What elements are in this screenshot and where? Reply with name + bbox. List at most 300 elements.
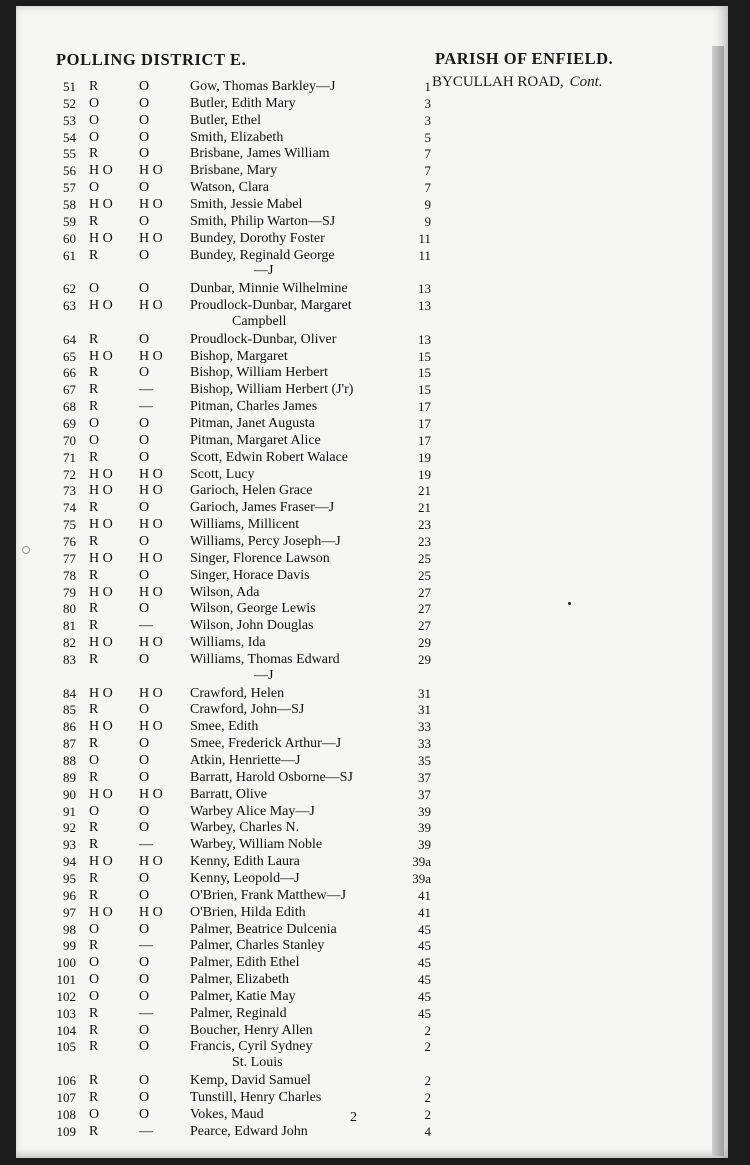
qualification-2: O bbox=[139, 365, 150, 381]
qualification-2: O bbox=[139, 972, 150, 988]
house-number: 23 bbox=[418, 533, 431, 549]
elector-name: Proudlock-Dunbar, Oliver bbox=[190, 331, 337, 347]
elector-number: 77 bbox=[63, 550, 76, 566]
elector-name: Smee, Edith bbox=[190, 719, 259, 735]
house-number: 27 bbox=[418, 618, 431, 634]
elector-name: Warbey Alice May—J bbox=[190, 803, 315, 819]
print-speck bbox=[22, 546, 30, 554]
elector-number: 79 bbox=[63, 584, 76, 600]
elector-name: Kenny, Edith Laura bbox=[190, 854, 300, 870]
qualification-2: H O bbox=[139, 584, 163, 600]
qualification-2: O bbox=[139, 702, 150, 718]
qualification-2: O bbox=[139, 651, 150, 667]
house-number: 33 bbox=[418, 719, 431, 735]
house-number: 41 bbox=[418, 904, 431, 920]
elector-number: 81 bbox=[63, 618, 76, 634]
house-number: 2 bbox=[424, 1090, 431, 1105]
qualification-2: O bbox=[139, 247, 150, 263]
qualification-1: R bbox=[89, 213, 99, 229]
elector-name: Crawford, Helen bbox=[190, 685, 285, 701]
qualification-1: R bbox=[89, 1005, 99, 1021]
qualification-1: O bbox=[89, 921, 100, 937]
house-number: 29 bbox=[418, 651, 431, 667]
elector-name: Williams, Millicent bbox=[190, 517, 300, 533]
house-number: 13 bbox=[418, 281, 431, 297]
qualification-1: R bbox=[89, 702, 99, 718]
elector-number: 87 bbox=[63, 736, 76, 752]
elector-name: Smith, Jessie Mabel bbox=[190, 196, 303, 212]
elector-name: Bundey, Reginald George bbox=[190, 247, 335, 263]
qualification-2: H O bbox=[139, 635, 163, 651]
elector-number: 100 bbox=[56, 955, 76, 971]
elector-number: 61 bbox=[63, 247, 76, 263]
house-number: 15 bbox=[418, 365, 431, 381]
qualification-2: — bbox=[139, 837, 153, 853]
elector-name: Vokes, Maud bbox=[190, 1106, 264, 1122]
qualification-1: H O bbox=[89, 635, 113, 651]
house-number: 15 bbox=[418, 382, 431, 398]
qualification-1: O bbox=[89, 1106, 100, 1122]
elector-number: 86 bbox=[63, 719, 76, 735]
elector-name: Smee, Frederick Arthur—J bbox=[190, 736, 342, 752]
qualification-2: O bbox=[139, 180, 150, 196]
name-continuation: —J bbox=[254, 263, 274, 279]
qualification-1: R bbox=[89, 382, 99, 398]
qualification-2: O bbox=[139, 449, 150, 465]
qualification-1: R bbox=[89, 651, 99, 667]
qualification-1: O bbox=[89, 129, 100, 145]
elector-number: 96 bbox=[63, 887, 76, 903]
elector-name: Wilson, Ada bbox=[190, 584, 260, 600]
elector-name: Barratt, Olive bbox=[190, 786, 267, 802]
qualification-2: O bbox=[139, 281, 150, 297]
elector-number: 67 bbox=[63, 382, 76, 398]
house-number: 45 bbox=[418, 1005, 431, 1021]
qualification-1: R bbox=[89, 247, 99, 263]
elector-number: 99 bbox=[63, 938, 76, 954]
house-number: 13 bbox=[418, 331, 431, 347]
elector-number: 56 bbox=[63, 163, 76, 179]
house-number: 4 bbox=[424, 1123, 431, 1139]
qualification-2: — bbox=[139, 938, 153, 954]
elector-number: 97 bbox=[63, 904, 76, 920]
qualification-1: O bbox=[89, 281, 100, 297]
elector-name: Warbey, William Noble bbox=[190, 837, 323, 853]
elector-number: 52 bbox=[63, 95, 76, 111]
qualification-2: O bbox=[139, 416, 150, 431]
page-number: 2 bbox=[350, 1110, 357, 1125]
qualification-2: O bbox=[139, 213, 150, 229]
qualification-2: O bbox=[139, 887, 150, 903]
qualification-2: O bbox=[139, 955, 150, 971]
qualification-1: R bbox=[89, 837, 99, 853]
qualification-2: O bbox=[139, 331, 150, 347]
street-name: BYCULLAH ROAD, bbox=[432, 74, 564, 90]
qualification-1: R bbox=[89, 820, 99, 836]
house-number: 37 bbox=[418, 769, 431, 785]
elector-number: 58 bbox=[63, 196, 76, 212]
qualification-1: R bbox=[89, 449, 99, 465]
elector-number: 88 bbox=[63, 753, 76, 768]
elector-number: 66 bbox=[63, 365, 76, 381]
elector-name: Kemp, David Samuel bbox=[190, 1073, 311, 1089]
qualification-2: O bbox=[139, 1039, 150, 1055]
elector-name: Butler, Edith Mary bbox=[190, 95, 296, 111]
elector-name: Palmer, Edith Ethel bbox=[190, 955, 300, 971]
elector-number: 83 bbox=[63, 651, 76, 667]
qualification-2: O bbox=[139, 601, 150, 617]
elector-number: 60 bbox=[63, 230, 76, 246]
qualification-1: R bbox=[89, 887, 99, 903]
qualification-2: H O bbox=[139, 904, 163, 920]
qualification-2: O bbox=[139, 95, 150, 111]
qualification-2: O bbox=[139, 79, 150, 94]
elector-name: Bishop, William Herbert bbox=[190, 365, 328, 381]
house-number: 3 bbox=[424, 95, 431, 111]
house-number: 7 bbox=[424, 146, 431, 162]
qualification-1: R bbox=[89, 331, 99, 347]
elector-name: Pitman, Margaret Alice bbox=[190, 432, 321, 448]
elector-name: Brisbane, Mary bbox=[190, 163, 278, 179]
elector-name: Palmer, Elizabeth bbox=[190, 972, 289, 988]
elector-name: Williams, Ida bbox=[190, 635, 266, 651]
qualification-2: O bbox=[139, 146, 150, 162]
qualification-1: H O bbox=[89, 348, 113, 364]
elector-number: 90 bbox=[63, 786, 76, 802]
elector-number: 82 bbox=[63, 635, 76, 651]
elector-name: Proudlock-Dunbar, Margaret bbox=[190, 298, 352, 314]
qualification-1: R bbox=[89, 1073, 99, 1089]
qualification-2: O bbox=[139, 432, 150, 448]
house-number: 11 bbox=[418, 230, 431, 246]
house-number: 9 bbox=[424, 213, 431, 229]
elector-number: 98 bbox=[63, 921, 76, 937]
elector-name: O'Brien, Frank Matthew—J bbox=[190, 887, 347, 903]
qualification-1: R bbox=[89, 146, 99, 162]
qualification-2: H O bbox=[139, 230, 163, 246]
house-number: 29 bbox=[418, 635, 431, 651]
elector-number: 76 bbox=[63, 533, 76, 549]
house-number: 3 bbox=[424, 112, 431, 128]
elector-name: Pearce, Edward John bbox=[190, 1123, 308, 1139]
qualification-1: H O bbox=[89, 466, 113, 482]
house-number: 19 bbox=[418, 449, 431, 465]
house-number: 45 bbox=[418, 972, 431, 988]
qualification-2: O bbox=[139, 921, 150, 937]
qualification-2: H O bbox=[139, 517, 163, 533]
qualification-2: H O bbox=[139, 854, 163, 870]
elector-number: 109 bbox=[56, 1123, 76, 1139]
house-number: 27 bbox=[418, 584, 431, 600]
elector-name: Williams, Percy Joseph—J bbox=[190, 533, 341, 549]
elector-name: Pitman, Charles James bbox=[190, 399, 318, 415]
house-number: 25 bbox=[418, 567, 431, 583]
elector-name: Smith, Philip Warton—SJ bbox=[190, 213, 336, 229]
elector-number: 102 bbox=[56, 988, 76, 1004]
qualification-2: H O bbox=[139, 685, 163, 701]
qualification-1: O bbox=[89, 112, 100, 128]
house-number: 39a bbox=[412, 854, 431, 870]
house-number: 45 bbox=[418, 988, 431, 1004]
elector-number: 53 bbox=[63, 112, 76, 128]
qualification-1: R bbox=[89, 601, 99, 617]
qualification-1: O bbox=[89, 753, 100, 768]
qualification-1: H O bbox=[89, 163, 113, 179]
qualification-1: O bbox=[89, 416, 100, 431]
qualification-2: O bbox=[139, 1106, 150, 1122]
house-number: 2 bbox=[424, 1106, 431, 1122]
house-number: 17 bbox=[418, 399, 431, 415]
house-number: 15 bbox=[418, 348, 431, 364]
elector-number: 95 bbox=[63, 870, 76, 886]
elector-name: Gow, Thomas Barkley—J bbox=[190, 79, 336, 94]
qualification-1: H O bbox=[89, 483, 113, 499]
qualification-2: H O bbox=[139, 348, 163, 364]
elector-number: 94 bbox=[63, 854, 76, 870]
elector-name: Palmer, Charles Stanley bbox=[190, 938, 325, 954]
elector-name: Francis, Cyril Sydney bbox=[190, 1039, 313, 1055]
elector-name: Dunbar, Minnie Wilhelmine bbox=[190, 281, 348, 297]
elector-number: 108 bbox=[56, 1106, 76, 1122]
qualification-1: O bbox=[89, 972, 100, 988]
qualification-1: R bbox=[89, 1039, 99, 1055]
elector-name: Palmer, Katie May bbox=[190, 988, 296, 1004]
house-number: 7 bbox=[424, 180, 431, 196]
house-number: 45 bbox=[418, 938, 431, 954]
elector-number: 104 bbox=[56, 1022, 76, 1038]
qualification-1: R bbox=[89, 618, 99, 634]
qualification-1: R bbox=[89, 500, 99, 516]
qualification-2: H O bbox=[139, 719, 163, 735]
qualification-2: — bbox=[139, 382, 153, 398]
elector-name: Tunstill, Henry Charles bbox=[190, 1090, 322, 1105]
elector-number: 84 bbox=[63, 685, 76, 701]
elector-name: Scott, Edwin Robert Walace bbox=[190, 449, 349, 465]
elector-name: Wilson, George Lewis bbox=[190, 601, 316, 617]
house-number: 2 bbox=[424, 1073, 431, 1089]
elector-name: Pitman, Janet Augusta bbox=[190, 416, 315, 431]
qualification-1: H O bbox=[89, 298, 113, 314]
elector-number: 73 bbox=[63, 483, 76, 499]
qualification-1: H O bbox=[89, 550, 113, 566]
qualification-2: O bbox=[139, 129, 150, 145]
qualification-2: O bbox=[139, 1073, 150, 1089]
qualification-1: R bbox=[89, 1022, 99, 1038]
qualification-2: O bbox=[139, 769, 150, 785]
continued-label: Cont. bbox=[569, 74, 603, 90]
elector-number: 91 bbox=[63, 803, 76, 819]
house-number: 13 bbox=[418, 298, 431, 314]
elector-name: Singer, Florence Lawson bbox=[190, 550, 330, 566]
elector-name: Wilson, John Douglas bbox=[190, 618, 314, 634]
elector-name: Bishop, Margaret bbox=[190, 348, 288, 364]
qualification-1: O bbox=[89, 803, 100, 819]
elector-name: Smith, Elizabeth bbox=[190, 129, 284, 145]
elector-number: 74 bbox=[63, 500, 76, 516]
house-number: 39 bbox=[418, 837, 431, 853]
qualification-2: H O bbox=[139, 163, 163, 179]
qualification-1: R bbox=[89, 736, 99, 752]
house-number: 11 bbox=[418, 247, 431, 263]
elector-name: Palmer, Beatrice Dulcenia bbox=[190, 921, 337, 937]
elector-number: 101 bbox=[56, 972, 76, 988]
elector-number: 106 bbox=[56, 1073, 76, 1089]
elector-number: 51 bbox=[63, 79, 76, 94]
qualification-2: H O bbox=[139, 298, 163, 314]
house-number: 39a bbox=[412, 870, 431, 886]
qualification-2: H O bbox=[139, 196, 163, 212]
parish-heading: PARISH OF ENFIELD. bbox=[435, 49, 614, 68]
elector-name: Warbey, Charles N. bbox=[190, 820, 300, 836]
qualification-2: H O bbox=[139, 786, 163, 802]
house-number: 25 bbox=[418, 550, 431, 566]
qualification-1: O bbox=[89, 95, 100, 111]
elector-number: 65 bbox=[63, 348, 76, 364]
elector-number: 63 bbox=[63, 298, 76, 314]
house-number: 19 bbox=[418, 466, 431, 482]
house-number: 2 bbox=[424, 1039, 431, 1055]
qualification-1: R bbox=[89, 1090, 99, 1105]
qualification-1: R bbox=[89, 1123, 99, 1139]
qualification-1: H O bbox=[89, 904, 113, 920]
elector-name: Garioch, James Fraser—J bbox=[190, 500, 335, 516]
qualification-1: H O bbox=[89, 196, 113, 212]
house-number: 37 bbox=[418, 786, 431, 802]
qualification-2: O bbox=[139, 820, 150, 836]
elector-name: Boucher, Henry Allen bbox=[190, 1022, 313, 1038]
house-number: 17 bbox=[418, 416, 431, 431]
elector-number: 68 bbox=[63, 399, 76, 415]
elector-name: Singer, Horace Davis bbox=[190, 567, 310, 583]
qualification-1: H O bbox=[89, 854, 113, 870]
qualification-1: R bbox=[89, 365, 99, 381]
elector-name: Bishop, William Herbert (J'r) bbox=[190, 382, 354, 398]
qualification-1: R bbox=[89, 79, 99, 94]
house-number: 5 bbox=[424, 129, 431, 145]
elector-name: Brisbane, James William bbox=[190, 146, 330, 162]
qualification-1: R bbox=[89, 399, 99, 415]
qualification-2: O bbox=[139, 1022, 150, 1038]
qualification-1: O bbox=[89, 988, 100, 1004]
house-number: 45 bbox=[418, 955, 431, 971]
house-number: 27 bbox=[418, 601, 431, 617]
qualification-2: O bbox=[139, 1090, 150, 1105]
qualification-2: — bbox=[139, 399, 153, 415]
elector-name: Palmer, Reginald bbox=[190, 1005, 287, 1021]
qualification-2: O bbox=[139, 988, 150, 1004]
qualification-2: — bbox=[139, 1123, 153, 1139]
house-number: 1 bbox=[424, 79, 431, 94]
qualification-2: O bbox=[139, 533, 150, 549]
elector-number: 92 bbox=[63, 820, 76, 836]
name-continuation: —J bbox=[254, 667, 274, 683]
print-speck bbox=[568, 602, 571, 605]
qualification-2: O bbox=[139, 803, 150, 819]
elector-name: Bundey, Dorothy Foster bbox=[190, 230, 325, 246]
elector-number: 72 bbox=[63, 466, 76, 482]
elector-number: 105 bbox=[56, 1039, 76, 1055]
qualification-2: O bbox=[139, 500, 150, 516]
elector-number: 103 bbox=[56, 1005, 76, 1021]
elector-number: 57 bbox=[63, 180, 76, 196]
qualification-2: H O bbox=[139, 483, 163, 499]
qualification-1: H O bbox=[89, 230, 113, 246]
qualification-1: O bbox=[89, 955, 100, 971]
house-number: 7 bbox=[424, 163, 431, 179]
qualification-1: H O bbox=[89, 584, 113, 600]
house-number: 39 bbox=[418, 820, 431, 836]
elector-number: 75 bbox=[63, 517, 76, 533]
qualification-2: O bbox=[139, 567, 150, 583]
house-number: 21 bbox=[418, 500, 431, 516]
elector-number: 93 bbox=[63, 837, 76, 853]
elector-number: 55 bbox=[63, 146, 76, 162]
house-number: 9 bbox=[424, 196, 431, 212]
qualification-1: R bbox=[89, 870, 99, 886]
elector-number: 78 bbox=[63, 567, 76, 583]
house-number: 39 bbox=[418, 803, 431, 819]
qualification-2: H O bbox=[139, 466, 163, 482]
house-number: 45 bbox=[418, 921, 431, 937]
house-number: 35 bbox=[418, 753, 431, 768]
house-number: 31 bbox=[418, 702, 431, 718]
elector-number: 54 bbox=[63, 129, 76, 145]
polling-district-heading: POLLING DISTRICT E. bbox=[56, 50, 247, 69]
house-number: 33 bbox=[418, 736, 431, 752]
elector-name: Barratt, Harold Osborne—SJ bbox=[190, 769, 353, 785]
elector-number: 85 bbox=[63, 702, 76, 718]
qualification-2: O bbox=[139, 870, 150, 886]
qualification-2: H O bbox=[139, 550, 163, 566]
house-number: 21 bbox=[418, 483, 431, 499]
elector-number: 69 bbox=[63, 416, 76, 431]
house-number: 17 bbox=[418, 432, 431, 448]
elector-name: Atkin, Henriette—J bbox=[190, 753, 301, 768]
qualification-1: R bbox=[89, 567, 99, 583]
qualification-2: O bbox=[139, 112, 150, 128]
elector-number: 62 bbox=[63, 281, 76, 297]
qualification-2: — bbox=[139, 618, 153, 634]
elector-number: 80 bbox=[63, 601, 76, 617]
elector-name: Butler, Ethel bbox=[190, 112, 261, 128]
house-number: 2 bbox=[424, 1022, 431, 1038]
qualification-1: O bbox=[89, 432, 100, 448]
elector-name: Garioch, Helen Grace bbox=[190, 483, 313, 499]
elector-number: 64 bbox=[63, 331, 76, 347]
name-continuation: St. Louis bbox=[232, 1055, 283, 1071]
house-number: 41 bbox=[418, 887, 431, 903]
elector-number: 107 bbox=[56, 1090, 76, 1105]
elector-name: Scott, Lucy bbox=[190, 466, 255, 482]
qualification-1: H O bbox=[89, 786, 113, 802]
elector-name: Williams, Thomas Edward bbox=[190, 651, 340, 667]
qualification-1: O bbox=[89, 180, 100, 196]
qualification-1: H O bbox=[89, 719, 113, 735]
elector-name: Kenny, Leopold—J bbox=[190, 870, 300, 886]
qualification-1: R bbox=[89, 769, 99, 785]
elector-number: 89 bbox=[63, 769, 76, 785]
elector-number: 71 bbox=[63, 449, 76, 465]
elector-name: O'Brien, Hilda Edith bbox=[190, 904, 306, 920]
qualification-2: O bbox=[139, 753, 150, 768]
house-number: 31 bbox=[418, 685, 431, 701]
elector-name: Watson, Clara bbox=[190, 180, 269, 196]
elector-number: 70 bbox=[63, 432, 76, 448]
qualification-1: R bbox=[89, 938, 99, 954]
elector-number: 59 bbox=[63, 213, 76, 229]
elector-name: Crawford, John—SJ bbox=[190, 702, 305, 718]
qualification-1: R bbox=[89, 533, 99, 549]
